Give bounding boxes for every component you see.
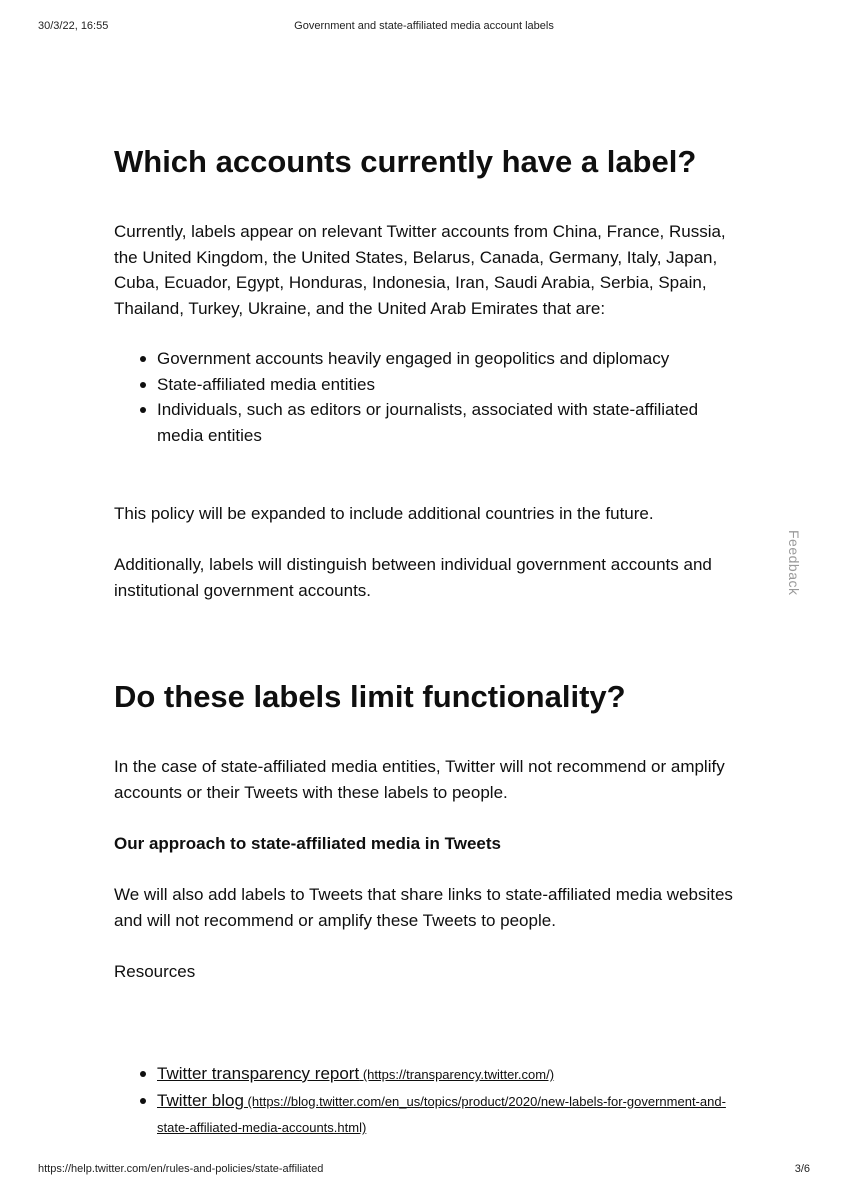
label-criteria-list [114, 346, 739, 449]
bullet-icon [140, 1098, 146, 1104]
page-number: 3/6 [794, 1163, 810, 1175]
bullet-icon [140, 1071, 146, 1077]
distinction-note-paragraph: Additionally, labels will distinguish between individual government accounts and institutional government accounts. [114, 555, 712, 600]
resources-label: Resources [114, 962, 196, 981]
print-page-title: Government and state-affiliated media account labels [294, 20, 554, 32]
list-item-text: State-affiliated media entities [157, 374, 375, 394]
list-item-text: Government accounts heavily engaged in geopolitics and diplomacy [157, 349, 670, 368]
list-item-text: Individuals, such as editors or journalists, associated with state-affiliated media entities [157, 400, 699, 446]
bullet-icon [140, 382, 146, 388]
twitter-blog-link[interactable] [157, 1091, 726, 1137]
state-media-tweets-subheading: Our approach to state-affiliated media in Tweets [114, 834, 501, 853]
link-url[interactable]: (https://blog.twitter.com/en_us/topics/product/2020/new-labels-for-government-and-state-affiliated-media-accounts.html) [157, 1093, 726, 1136]
link-label[interactable]: Twitter transparency report [157, 1064, 360, 1083]
labels-countries-paragraph: Currently, labels appear on relevant Twitter accounts from China, France, Russia, the United Kingdom, the United States, Belarus, Canada, Germany, Italy, Japan, Cuba, Ecuador, Egypt, Honduras, Indonesia, Iran, Saudi Arabia, Serbia, Spain, Thailand, Turkey, Ukraine, and the United Arab Emirates that are: [114, 222, 726, 319]
transparency-report-link[interactable] [157, 1064, 554, 1083]
bullet-icon [140, 407, 146, 413]
print-footer [0, 1163, 848, 1179]
list-item [114, 397, 739, 448]
section-heading-which-accounts: Which accounts currently have a label? [114, 144, 697, 179]
bullet-icon [140, 356, 146, 362]
link-label[interactable]: Twitter blog [157, 1090, 244, 1110]
print-datetime: 30/3/22, 16:55 [38, 20, 109, 32]
resources-list [114, 1061, 739, 1141]
section-heading-functionality: Do these labels limit functionality? [114, 679, 626, 714]
print-header [0, 20, 848, 36]
list-item [114, 372, 739, 398]
list-item [114, 346, 739, 372]
list-item [114, 1088, 739, 1141]
recommendation-paragraph: In the case of state-affiliated media entities, Twitter will not recommend or amplify accounts or their Tweets with these labels to people. [114, 757, 725, 802]
tweet-labels-paragraph: We will also add labels to Tweets that share links to state-affiliated media websites and will not recommend or amplify these Tweets to people. [114, 885, 733, 930]
link-url[interactable]: (https://transparency.twitter.com/) [359, 1067, 555, 1082]
print-page-url: https://help.twitter.com/en/rules-and-policies/state-affiliated [38, 1163, 324, 1175]
expansion-note-paragraph: This policy will be expanded to include additional countries in the future. [114, 504, 654, 523]
list-item [114, 1061, 739, 1088]
feedback-tab[interactable]: Feedback [786, 530, 802, 596]
